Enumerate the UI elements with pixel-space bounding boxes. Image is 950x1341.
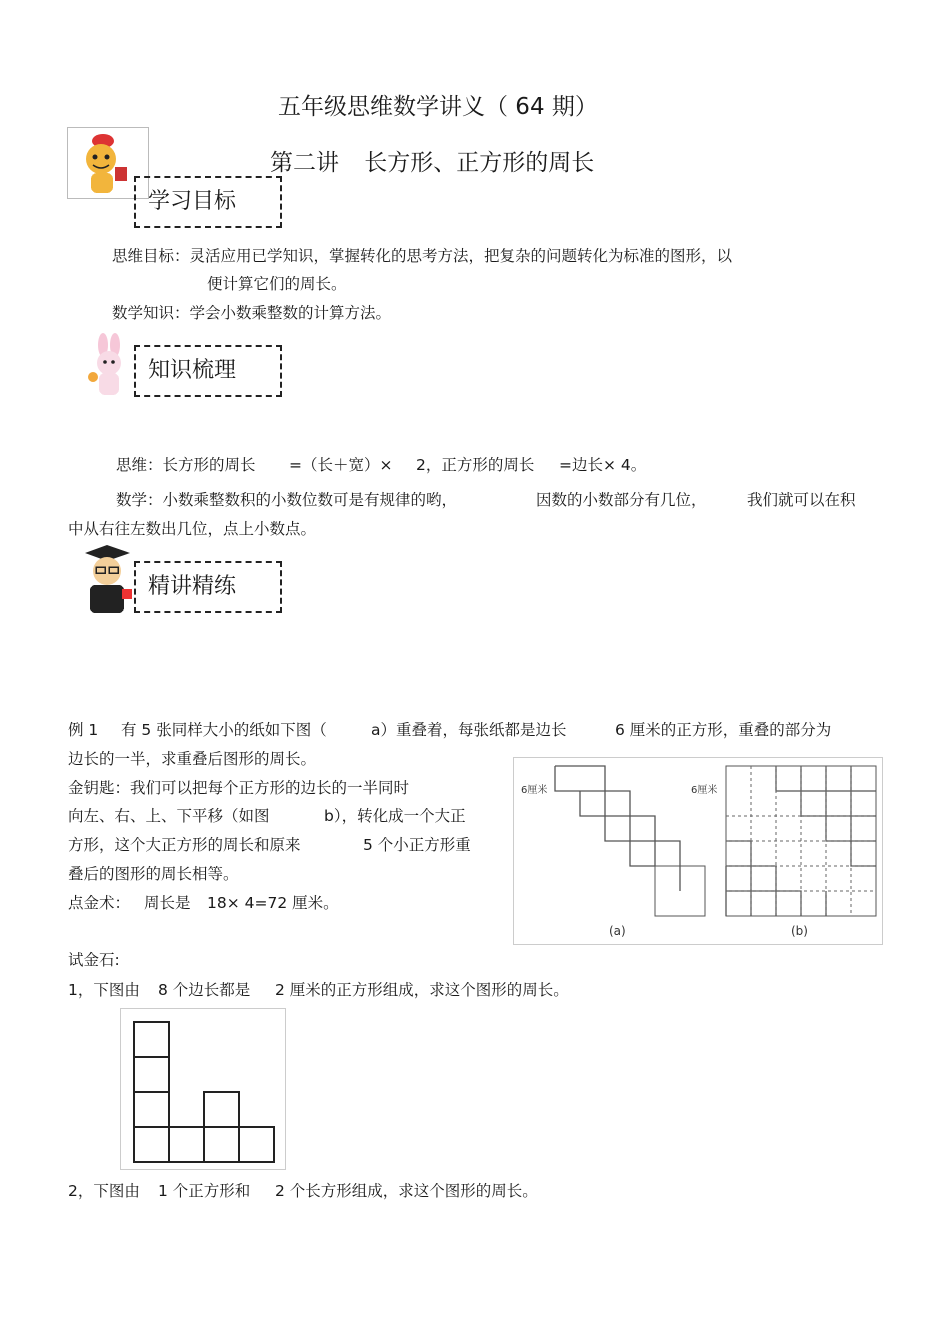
- trial-heading: 试金石:: [68, 951, 120, 969]
- section-learning-goals: 学习目标: [134, 176, 282, 228]
- golden-key-line3a: 方形，这个大正方形的周长和原来: [68, 836, 301, 854]
- golden-key-line3b: 5 个小正方形重: [363, 836, 471, 854]
- golden-key-line2a: 向左、右、上、下平移（如图: [68, 807, 270, 825]
- question2-a: 2，下图由: [68, 1182, 140, 1200]
- tip-b: 周长是: [144, 894, 191, 912]
- rabbit-mascot-icon: [83, 333, 133, 401]
- question2-b: 1 个正方形和: [158, 1182, 251, 1200]
- knowledge-math-b: 因数的小数部分有几位，: [536, 491, 707, 509]
- tip-a: 点金术：: [68, 894, 131, 912]
- example1-line2: 边长的一半，求重叠后图形的周长。: [68, 750, 317, 768]
- thinking-goal-line2: 便计算它们的周长。: [207, 275, 347, 293]
- figure-b-caption: (b): [791, 924, 808, 938]
- example1-text-d: 6 厘米的正方形，重叠的部分为: [615, 721, 832, 739]
- knowledge-thinking-c: 2，正方形的周长: [416, 456, 535, 474]
- example1-label: 例 1: [68, 721, 99, 739]
- knowledge-thinking-b: =（长＋宽）×: [289, 456, 393, 474]
- figure-a-caption: (a): [609, 924, 626, 938]
- thinking-goal-line1: 思维目标：灵活应用已学知识，掌握转化的思考方法，把复杂的问题转化为标准的图形，以: [112, 247, 733, 265]
- lesson-title: 第二讲 长方形、正方形的周长: [270, 150, 595, 176]
- example1-figure: [513, 757, 883, 945]
- golden-key-line1: 金钥匙：我们可以把每个正方形的边长的一半同时: [68, 779, 410, 797]
- section-practice: 精讲精练: [134, 561, 282, 613]
- example1-text-b: 有 5 张同样大小的纸如下图（: [121, 721, 327, 739]
- question1-b: 8 个边长都是: [158, 981, 251, 999]
- question1-figure: [120, 1008, 286, 1170]
- tip-c: 18× 4=72 厘米。: [207, 894, 339, 912]
- question1-c: 2 厘米的正方形组成，求这个图形的周长。: [275, 981, 569, 999]
- knowledge-thinking-d: =边长× 4。: [559, 456, 647, 474]
- figure-a-unit-label: 6厘米: [521, 785, 548, 796]
- question1-a: 1，下图由: [68, 981, 140, 999]
- golden-key-line2b: b），转化成一个大正: [324, 807, 466, 825]
- knowledge-thinking-a: 思维：长方形的周长: [116, 456, 256, 474]
- knowledge-math-line2: 中从右往左数出几位，点上小数点。: [68, 520, 317, 538]
- knowledge-math-a: 数学：小数乘整数积的小数位数可是有规律的哟，: [116, 491, 458, 509]
- figure-b-unit-label: 6厘米: [691, 785, 718, 796]
- example1-text-c: a）重叠着，每张纸都是边长: [371, 721, 567, 739]
- knowledge-math-c: 我们就可以在积: [747, 491, 856, 509]
- graduate-mascot-icon: [80, 543, 135, 615]
- math-goal: 数学知识：学会小数乘整数的计算方法。: [112, 304, 392, 322]
- section-knowledge: 知识梳理: [134, 345, 282, 397]
- page-title: 五年级思维数学讲义（ 64 期）: [278, 94, 598, 120]
- question2-c: 2 个长方形组成，求这个图形的周长。: [275, 1182, 538, 1200]
- golden-key-line4: 叠后的图形的周长相等。: [68, 865, 239, 883]
